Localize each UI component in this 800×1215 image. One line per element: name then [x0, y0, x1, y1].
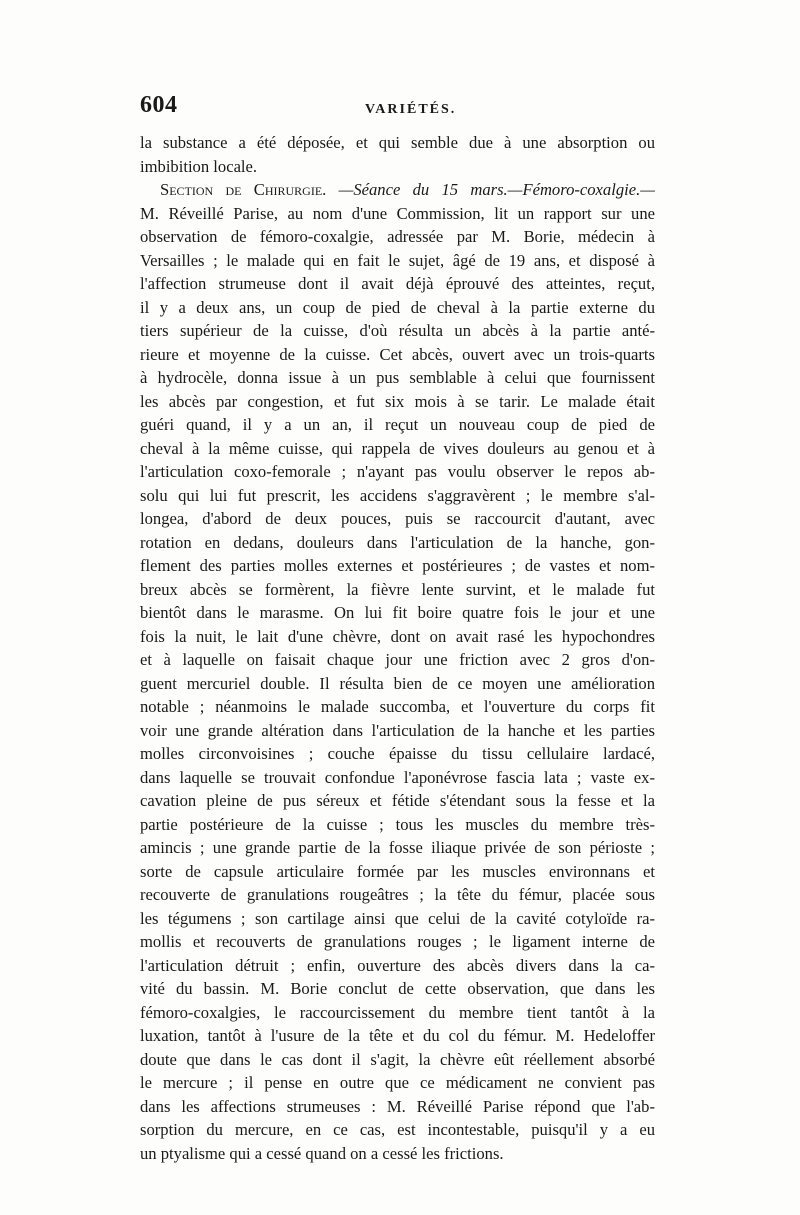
- text-line: sorte de capsule articulaire formée par les muscles environnans et: [140, 861, 655, 881]
- text-line: un ptyalisme qui a cessé quand on a cessé les frictions.: [140, 1143, 504, 1163]
- text-line: dans les affections strumeuses : M. Réveillé Parise répond que l'ab-: [140, 1096, 655, 1116]
- text-line: la substance a été déposée, et qui semble due à une absorption ou: [140, 133, 655, 152]
- text-line: guéri quand, il y a un an, il reçut un nouveau coup de pied de: [140, 415, 655, 434]
- text-line: les abcès par congestion, et fut six mois à se tarir. Le malade était: [140, 391, 655, 411]
- text-line: rieure et moyenne de la cuisse. Cet abcès, ouvert avec un trois-quarts: [140, 344, 655, 364]
- running-head: VARIÉTÉS.: [365, 102, 457, 117]
- session-title: —Séance du 15 mars.—Fémoro-coxalgie.—: [338, 180, 655, 199]
- text-line: cheval à la même cuisse, qui rappela de vives douleurs au genou et à: [140, 438, 655, 458]
- text-line: partie postérieure de la cuisse ; tous les muscles du membre très-: [140, 814, 655, 834]
- text-line: dans laquelle se trouvait confondue l'aponévrose fascia lata ; vaste ex-: [140, 767, 655, 787]
- text-line: le mercure ; il pense en outre que ce médicament ne convient pas: [140, 1073, 655, 1092]
- text-line: l'articulation détruit ; enfin, ouverture des abcès divers dans la ca-: [140, 955, 655, 975]
- body-text: [140, 131, 655, 1165]
- text-line: recouverte de granulations rougeâtres ; la tête du fémur, placée sous: [140, 885, 655, 904]
- text-line: voir une grande altération dans l'articulation de la hanche et les parties: [140, 720, 655, 740]
- text-line: rotation en dedans, douleurs dans l'articulation de la hanche, gon-: [140, 532, 655, 552]
- text-line: fois la nuit, le lait d'une chèvre, dont on avait rasé les hypochondres: [140, 626, 655, 646]
- text-line: M. Réveillé Parise, au nom d'une Commission, lit un rapport sur une: [140, 203, 655, 223]
- text-line: l'affection strumeuse dont il avait déjà éprouvé des atteintes, reçut,: [140, 274, 655, 293]
- text-line: tiers supérieur de la cuisse, d'où résulta un abcès à la partie anté-: [140, 321, 655, 340]
- text-line: l'articulation coxo-femorale ; n'ayant pas voulu observer le repos ab-: [140, 462, 655, 481]
- text-line: vité du bassin. M. Borie conclut de cette observation, que dans les: [140, 979, 655, 998]
- text-line: molles circonvoisines ; couche épaisse du tissu cellulaire lardacé,: [140, 744, 655, 763]
- text-line: sorption du mercure, en ce cas, est incontestable, puisqu'il y a eu: [140, 1120, 655, 1139]
- text-line: à hydrocèle, donna issue à un pus semblable à celui que fournissent: [140, 368, 655, 387]
- text-line: longea, d'abord de deux pouces, puis se raccourcit d'autant, avec: [140, 509, 655, 528]
- text-line: amincis ; une grande partie de la fosse iliaque privée de son périoste ;: [140, 838, 655, 857]
- text-line: flement des parties molles externes et postérieures ; de vastes et nom-: [140, 556, 655, 575]
- text-line: breux abcès se formèrent, la fièvre lente survint, et le malade fut: [140, 579, 655, 599]
- text-line: notable ; néanmoins le malade succomba, et l'ouverture du corps fit: [140, 697, 655, 716]
- text-line: il y a deux ans, un coup de pied de cheval à la partie externe du: [140, 297, 655, 317]
- text-line: fémoro-coxalgies, le raccourcissement du membre tient tantôt à la: [140, 1002, 655, 1022]
- text-line: cavation pleine de pus séreux et fétide s'étendant sous la fesse et la: [140, 791, 655, 810]
- section-label: Section de Chirurgie.: [160, 180, 327, 199]
- page-number: 604: [140, 92, 178, 118]
- page-header: [140, 92, 655, 124]
- text-line: solu qui lui fut prescrit, les accidens s'aggravèrent ; le membre s'al-: [140, 485, 655, 505]
- text-line: bientôt dans le marasme. On lui fit boire quatre fois le jour et une: [140, 603, 655, 622]
- text-line: Versailles ; le malade qui en fait le sujet, âgé de 19 ans, et disposé à: [140, 250, 655, 270]
- text-line: et à laquelle on faisait chaque jour une friction avec 2 gros d'on-: [140, 650, 655, 669]
- text-line: mollis et recouverts de granulations rouges ; le ligament interne de: [140, 932, 655, 951]
- text-line: guent mercuriel double. Il résulta bien de ce moyen une amélioration: [140, 673, 655, 693]
- text-line: observation de fémoro-coxalgie, adressée par M. Borie, médecin à: [140, 227, 655, 246]
- text-line: luxation, tantôt à l'usure de la tête et du col du fémur. M. Hedeloffer: [140, 1026, 655, 1045]
- text-line: imbibition locale.: [140, 156, 258, 176]
- section-heading-line: [140, 178, 655, 202]
- text-line: doute que dans le cas dont il s'agit, la chèvre eût réellement absorbé: [140, 1049, 655, 1069]
- text-line: les tégumens ; son cartilage ainsi que celui de la cavité cotyloïde ra-: [140, 908, 655, 928]
